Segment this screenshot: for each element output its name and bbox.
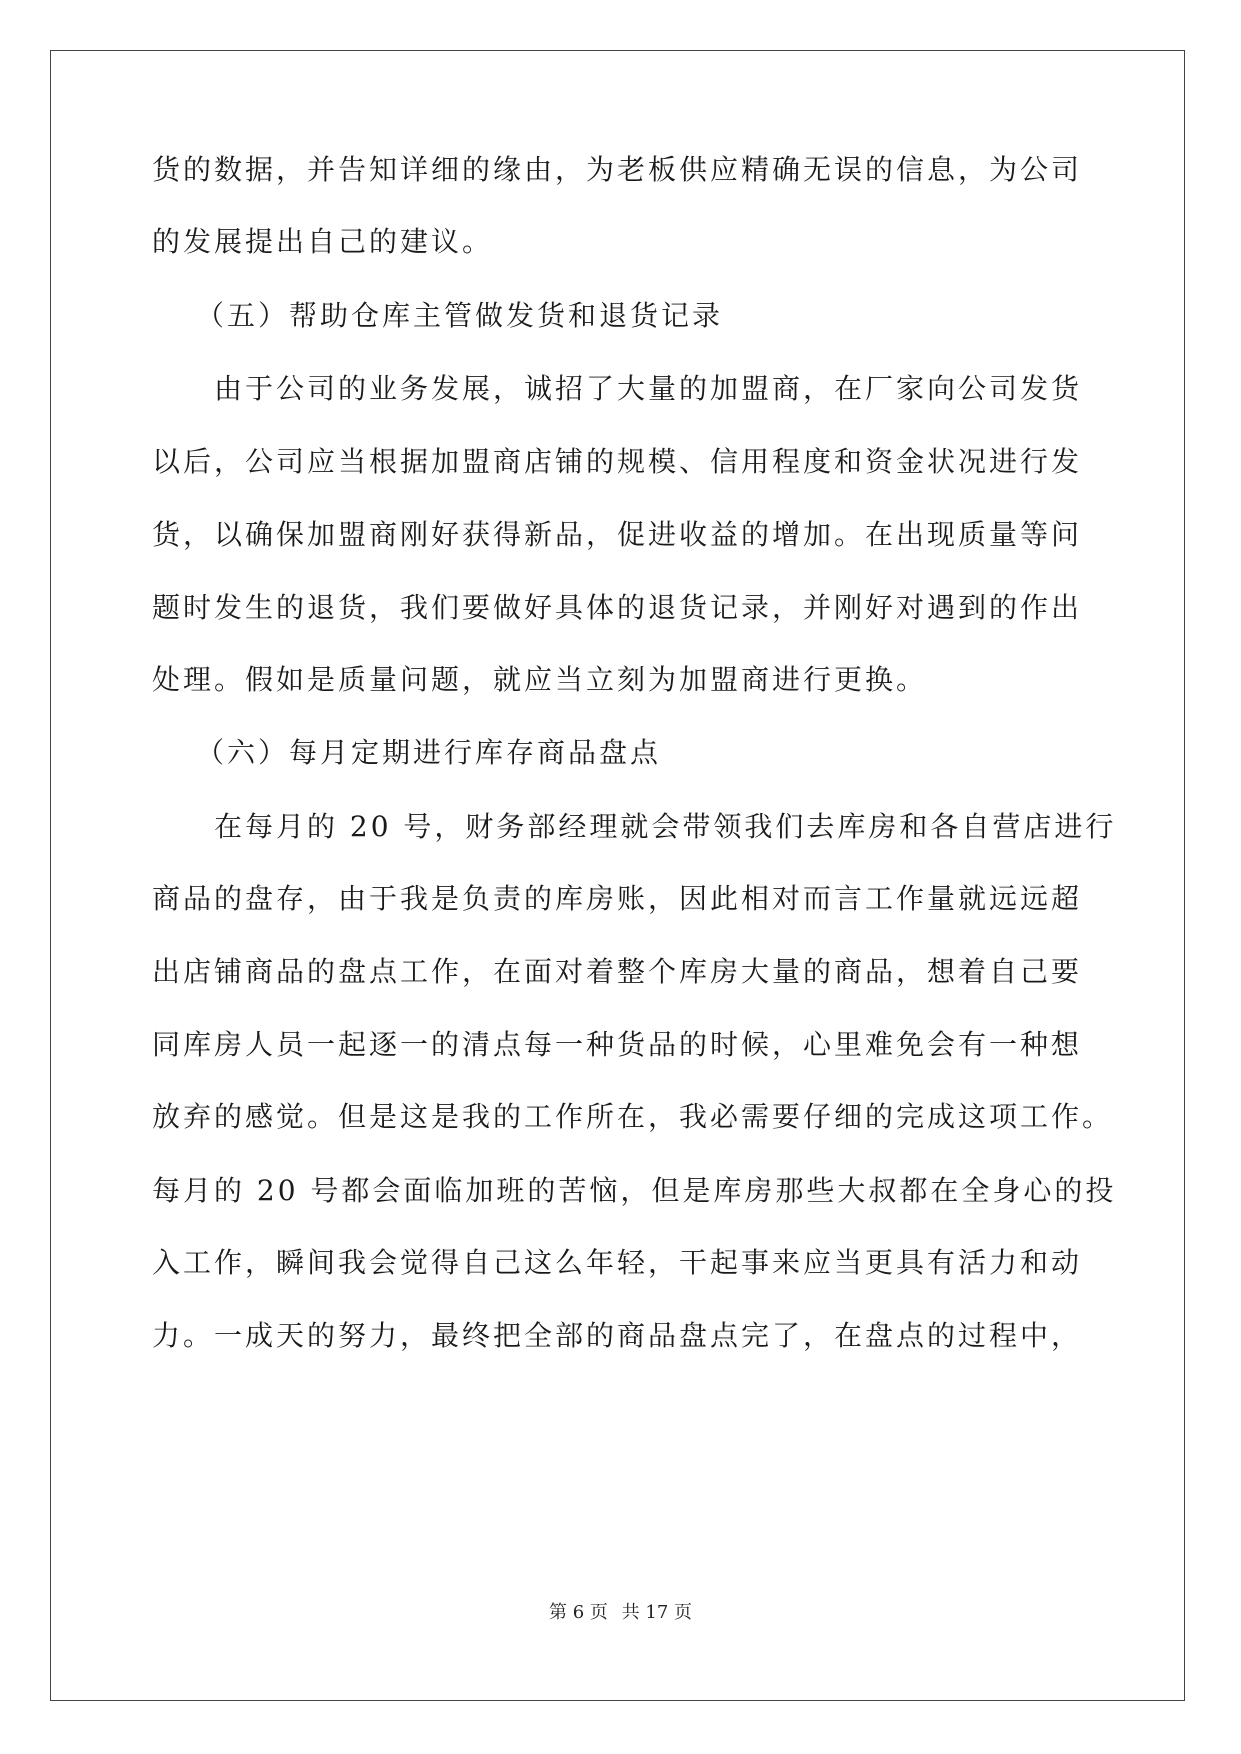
body-line-4: 由于公司的业务发展，诚招了大量的加盟商，在厂家向公司发货 [214, 372, 1083, 405]
section-heading-6: （六）每月定期进行库存商品盘点 [196, 736, 662, 769]
page-footer [0, 1598, 1241, 1624]
body-line-11: 商品的盘存，由于我是负责的库房账，因此相对而言工作量就远远超 [152, 882, 1083, 915]
body-line-6: 货，以确保加盟商刚好获得新品，促进收益的增加。在出现质量等问 [152, 518, 1083, 551]
body-line-12: 出店铺商品的盘点工作，在面对着整个库房大量的商品，想着自己要 [152, 955, 1083, 988]
body-line-10: 在每月的 20 号，财务部经理就会带领我们去库房和各自营店进行 [214, 810, 1117, 843]
body-line-17: 力。一成天的努力，最终把全部的商品盘点完了，在盘点的过程中， [152, 1319, 1083, 1352]
body-line-7: 题时发生的退货，我们要做好具体的退货记录，并刚好对遇到的作出 [152, 591, 1083, 624]
body-line-16: 入工作，瞬间我会觉得自己这么年轻，干起事来应当更具有活力和动 [152, 1246, 1083, 1279]
body-line-5: 以后，公司应当根据加盟商店铺的规模、信用程度和资金状况进行发 [152, 445, 1083, 478]
body-line-13: 同库房人员一起逐一的清点每一种货品的时候，心里难免会有一种想 [152, 1028, 1083, 1061]
body-line-2: 的发展提出自己的建议。 [152, 225, 494, 258]
body-line-14: 放弃的感觉。但是这是我的工作所在，我必需要仔细的完成这项工作。 [152, 1100, 1114, 1133]
section-heading-5: （五）帮助仓库主管做发货和退货记录 [196, 299, 724, 332]
body-line-1: 货的数据，并告知详细的缘由，为老板供应精确无误的信息，为公司 [152, 153, 1083, 186]
page-number: 第 6 页 [549, 1602, 608, 1623]
body-line-15: 每月的 20 号都会面临加班的苦恼，但是库房那些大叔都在全身心的投 [152, 1174, 1117, 1207]
page-total: 共 17 页 [621, 1602, 692, 1623]
body-line-8: 处理。假如是质量问题，就应当立刻为加盟商进行更换。 [152, 663, 928, 696]
